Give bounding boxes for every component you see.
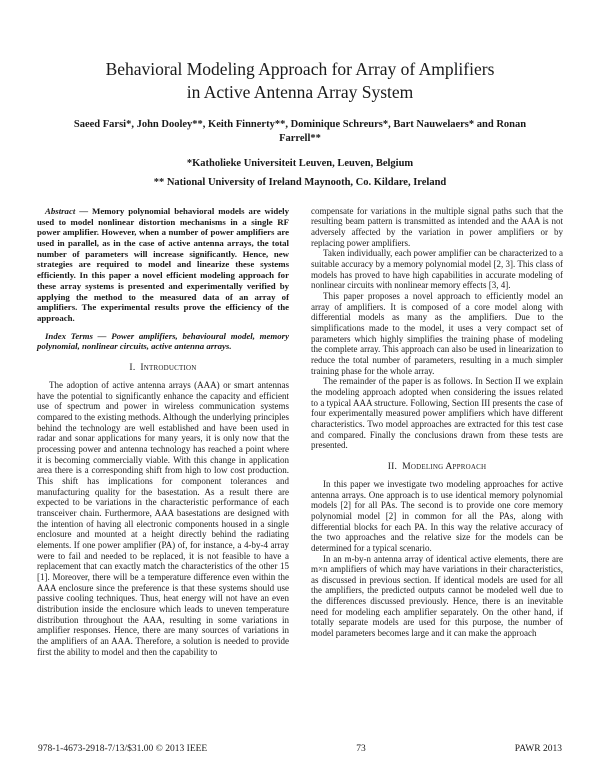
paragraph: In this paper we investigate two modeling approaches for active antenna arrays. One approach is to use identical memory polynomial models [2] for all PAs. The second is to provide one core memory polynomial model [2] in common for all the PAs, along with differential blocks for each PA. In this way the relative accuracy of the two approaches and the relative size for the models can be determined for a typical scenario. <box>311 478 563 553</box>
index-terms-label: Index Terms <box>45 330 93 341</box>
affiliation-2: ** National University of Ireland Maynooth, Co. Kildare, Ireland <box>153 177 447 189</box>
abstract-text: — Memory polynomial behavioral models are widely used to model nonlinear distortion mechanisms in a single RF power amplifier. However, when a number of power amplifiers are used in parallel, as in the case of active antenna arrays, the total number of parameters will increase significantly. Hence, new strategies are required to model and linearize these systems efficiently. In this paper a novel efficient modeling approach for these array systems is presented and experimentally verified by applying the method to the measured data of an array of amplifiers. The experimental results prove the efficiency of the approach. <box>37 205 289 323</box>
abstract-label: Abstract <box>45 205 76 216</box>
abstract-paragraph <box>37 206 289 324</box>
index-terms-text: — Power amplifiers, behavioural model, memory polynomial, nonlinear circuits, active antenna arrays. <box>37 330 289 352</box>
paper-header <box>0 0 600 190</box>
section-heading-modeling-approach: II. Modeling Approach <box>387 460 487 472</box>
index-terms-paragraph <box>37 331 289 352</box>
two-column-body <box>0 190 600 657</box>
footer-copyright: 978-1-4673-2918-7/13/$31.00 © 2013 IEEE <box>38 744 208 754</box>
footer-page-number: 73 <box>356 744 366 754</box>
paper-title: Behavioral Modeling Approach for Array of Amplifiers in Active Antenna Array System <box>105 59 495 103</box>
column-left <box>37 206 289 657</box>
authors-line: Saeed Farsi*, John Dooley**, Keith Finnerty**, Dominique Schreurs*, Bart Nauwelaers* and Ronan Farrell** <box>73 119 527 145</box>
intro-paragraph: The adoption of active antenna arrays (AAA) or smart antennas have the potential to significantly enhance the capacity and efficient use of spectrum and power in wireless communication systems compared to the existing methods. Although the underlying principles behind the technology are well established and have been used in radar and sonar applications for many years, it is only now that the processing power and antenna technology has reached a point where it is becoming commercially viable. With this change in application area there is a corresponding shift from high to low cost production. This shift has implications for component tolerances and manufacturing quality for the basestation. As a result there are expected to be variations in the characteristic performance of each transceiver chain. Furthermore, AAA basestations are designed with the intention of having all electronic components housed in a single enclosure and mounted at a height directly behind the radiating elements. If one power amplifier (PA) of, for instance, a 4-by-4 array were to fail and needed to be replaced, it is not feasible to have a replacement that can exactly match the characteristics of the other 15 [1]. Moreover, there will be a temperature difference even within the AAA enclosure since the preference is that these systems should use passive cooling techniques. Thus, heat energy will not have an even distribution inside the enclosure which leads to uneven temperature distribution throughout the AAA, resulting in some variations in amplifier responses. Hence, there are many sources of variations in the amplifiers of an AAA. Therefore, a solution is needed to provide first the ability to model and then the capability to <box>37 380 289 657</box>
page-footer <box>0 744 600 754</box>
section-heading-introduction: I. Introduction <box>129 362 197 374</box>
paragraph-continuation: compensate for variations in the multiple signal paths such that the resulting beam pattern is transmitted as intended and the AAA is not adversely affected by the variation in power amplifiers or by replacing power amplifiers. <box>311 205 563 248</box>
affiliation-1: *Katholieke Universiteit Leuven, Leuven, Belgium <box>186 157 414 169</box>
paragraph: Taken individually, each power amplifier can be characterized to a suitable accuracy by a memory polynomial model [2, 3]. This class of models has proved to have high capabilities in accurate modeling of nonlinear circuits with nonlinear memory effects [3, 4]. <box>311 248 563 291</box>
paragraph: This paper proposes a novel approach to efficiently model an array of amplifiers. It is composed of a core model along with differential models as many as the amplifiers. Due to the simplifications made to the model, it uses a very compact set of parameters which highly simplifies the training phase of modeling the complete array. This approach can also be used in linearization to reduce the total number of parameters, resulting in a much simpler training phase for the whole array. <box>311 291 563 376</box>
column-right <box>311 206 563 657</box>
footer-conference: PAWR 2013 <box>514 744 562 754</box>
paragraph: In an m-by-n antenna array of identical active elements, there are m×n amplifiers of which may have variations in their characteristics, as discussed in previous section. If identical models are used for all the amplifiers, the predicted outputs cannot be modeled well due to the differences discussed previously. Hence, there is an inevitable need for modeling each amplifier separately. On the other hand, if totally separate models are used for this purpose, the number of model parameters becomes large and it can make the approach <box>311 553 563 639</box>
paragraph: The remainder of the paper is as follows. In Section II we explain the modeling approach adopted when considering the issues related to a typical AAA structure. Following, Section III presents the case of four experimentally measured power amplifiers which have different characteristics. Two model approaches are extracted for this test case and compared. Finally the conclusions drawn from these tests are presented. <box>311 376 563 451</box>
